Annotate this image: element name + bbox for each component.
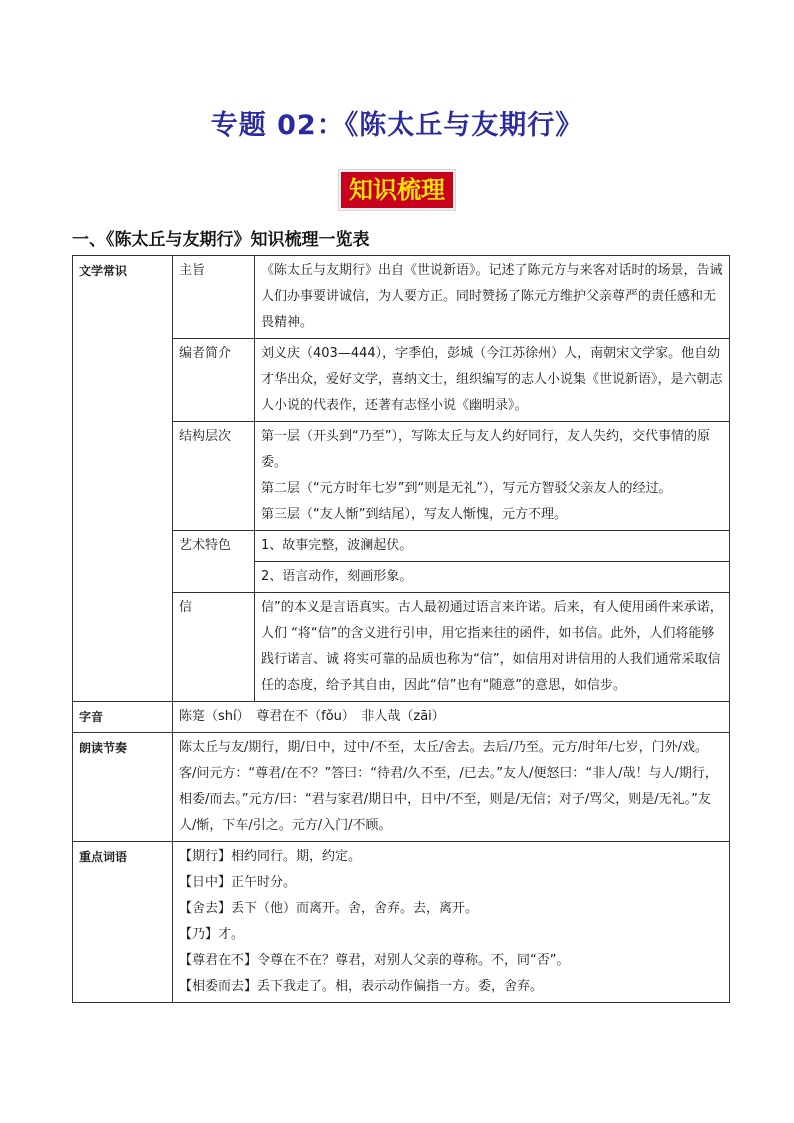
- table-row: [73, 702, 730, 733]
- rhythm-text: 陈太丘与友/期行，期/日中，过中/不至，太丘/舍去。去后/乃至。元方/时年/七岁，门外/戏。客/问元方：“尊君/在不？”答曰：“待君/久不至，/已去。”友人/便怒曰：“非人/哉！与人/期行，相委/而去。”元方/曰：“君与家君/期日中，日中/不至，则是/无信；对子/骂父，则是/无礼。”友人/惭，下车/引之。元方/入门/不顾。: [173, 733, 730, 842]
- keywords-cell: [173, 842, 730, 1003]
- structure-line: 第二层（“元方时年七岁”到“则是无礼”），写元方智驳父亲友人的经过。: [261, 481, 672, 496]
- art-item: 1、故事完整，波澜起伏。: [255, 531, 730, 562]
- structure-cell: [255, 422, 730, 531]
- editor-text: 刘义庆（403—444），字季伯，彭城（今江苏徐州）人，南朝宋文学家。他自幼才华出众，爱好文学，喜纳文士，组织编写的志人小说集《世说新语》，是六朝志人小说的代表作，还著有志怪小说《幽明录》。: [255, 339, 730, 422]
- row-label-rhythm: 朗读节奏: [73, 733, 173, 842]
- keyword-item: 【日中】正午时分。: [179, 875, 297, 890]
- row-label-pronunciation: 字音: [73, 702, 173, 733]
- sub-label-theme: 主旨: [173, 256, 255, 339]
- keyword-item: 【乃】才。: [179, 927, 245, 942]
- theme-text: 《陈太丘与友期行》出自《世说新语》。记述了陈元方与来客对话时的场景，告诫人们办事要讲诚信，为人要方正。同时赞扬了陈元方维护父亲尊严的责任感和无畏精神。: [255, 256, 730, 339]
- keyword-item: 【舍去】丢下（他）而离开。舍，舍弃。去，离开。: [179, 901, 479, 916]
- table-row: [73, 733, 730, 842]
- row-label-literary: 文学常识: [73, 256, 173, 702]
- keyword-item: 【相委而去】丢下我走了。相，表示动作偏指一方。委，舍弃。: [179, 979, 544, 994]
- sub-label-art: 艺术特色: [173, 531, 255, 593]
- row-label-keywords: 重点词语: [73, 842, 173, 1003]
- sub-label-xin: 信: [173, 593, 255, 702]
- xin-text: 信”的本义是言语真实。古人最初通过语言来许诺。后来，有人使用函件来承诺，人们 “将“信”的含义进行引申，用它指来往的函件，如书信。此外，人们将能够践行诺言、诚 将实可靠的品质也称为“信”，如信用对讲信用的人我们通常采取信任的态度，给予其自由，因此“信”也有“随意”的意思，如信步。: [255, 593, 730, 702]
- sub-label-structure: 结构层次: [173, 422, 255, 531]
- keyword-item: 【尊君在不】令尊在不在？尊君，对别人父亲的尊称。不，同“否”。: [179, 953, 570, 968]
- sub-label-editor: 编者简介: [173, 339, 255, 422]
- table-row: [73, 256, 730, 339]
- knowledge-table: [72, 255, 730, 1003]
- section-heading: 一、《陈太丘与友期行》知识梳理一览表: [72, 230, 370, 250]
- art-item: 2、语言动作，刻画形象。: [255, 562, 730, 593]
- pronunciation-text: 陈寔（shí） 尊君在不（fǒu） 非人哉（zāi）: [173, 702, 730, 733]
- page-title: 专题 02：《陈太丘与友期行》: [210, 110, 584, 141]
- knowledge-badge: 知识梳理: [339, 170, 455, 210]
- structure-line: 第三层（“友人惭”到结尾），写友人惭愧，元方不理。: [261, 507, 567, 522]
- badge-wrap: [0, 170, 794, 210]
- structure-line: 第一层（开头到“乃至”），写陈太丘与友人约好同行，友人失约，交代事情的原委。: [261, 429, 710, 470]
- table-row: [73, 842, 730, 1003]
- keyword-item: 【期行】相约同行。期，约定。: [179, 849, 362, 864]
